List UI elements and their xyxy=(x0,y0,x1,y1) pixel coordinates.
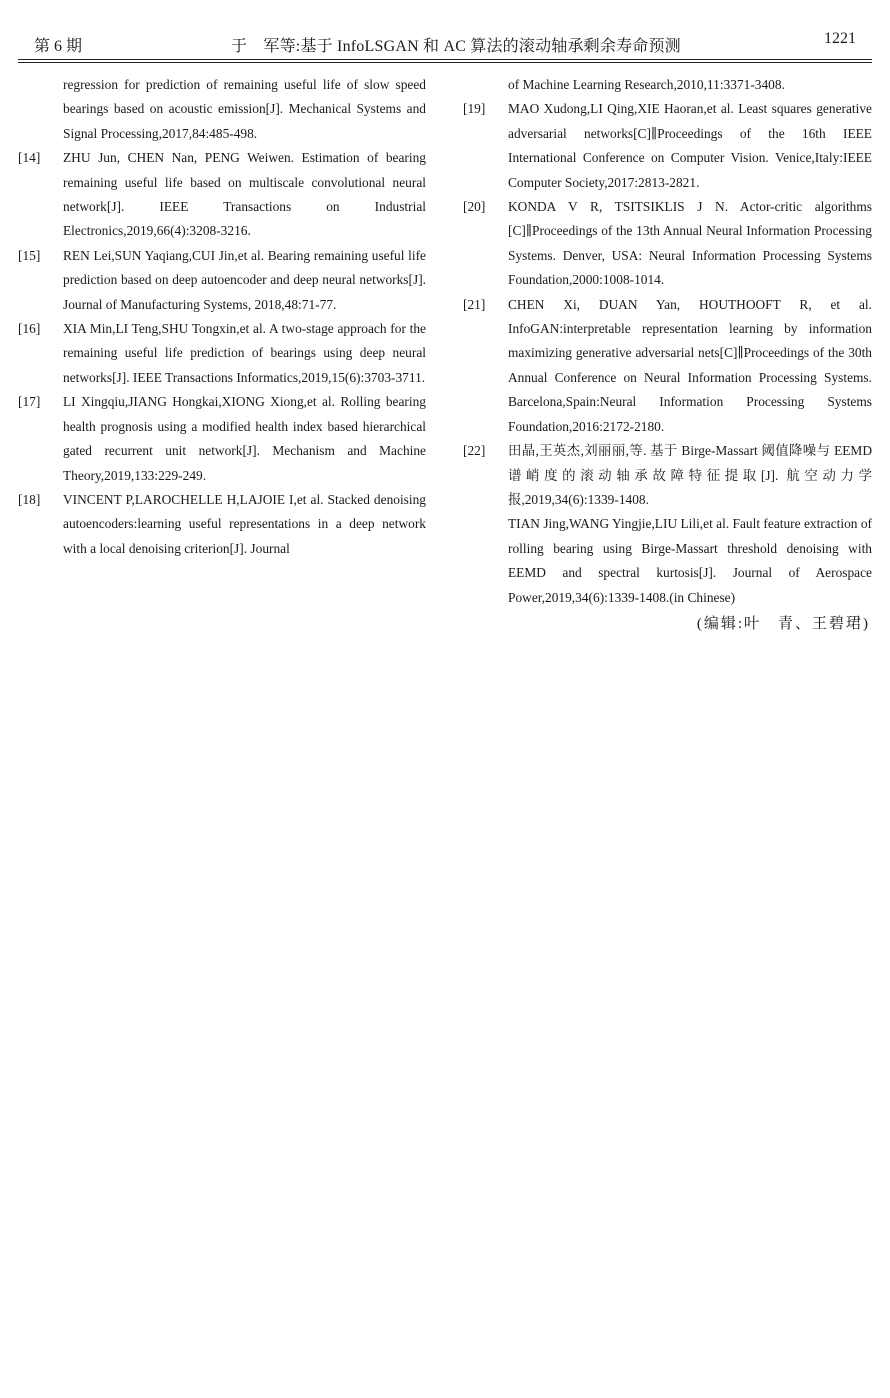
reference-number: [14] xyxy=(18,150,41,166)
reference-text: CHEN Xi, DUAN Yan, HOUTHOOFT R, et al. InfoGAN:interpretable representation learning by information maximizing generative adversarial nets[C]∥Proceedings of the 30th Annual Conference on Neural Information Processing Systems. Barcelona,Spain:Neural Information Processing Systems Foundation,2016:2172-2180. xyxy=(508,296,872,434)
header-rule-bottom xyxy=(18,62,872,63)
reference-text: LI Xingqiu,JIANG Hongkai,XIONG Xiong,et al. Rolling bearing health prognosis using a modified health index based hierarchical gated recurrent unit network[J]. Mechanism and Machine Theory,2019,133:229-249. xyxy=(63,394,426,483)
reference-20 xyxy=(463,195,872,293)
reference-17 xyxy=(18,390,426,488)
header-rule-top xyxy=(18,59,872,60)
reference-continuation: regression for prediction of remaining useful life of slow speed bearings based on acoustic emission[J]. Mechanical Systems and Signal Processing,2017,84:485-498. xyxy=(63,77,426,141)
reference-18 xyxy=(18,488,426,561)
reference-text-chinese: 田晶,王英杰,刘丽丽,等. 基于 Birge-Massart 阈值降噪与 EEMD 谱峭度的滚动轴承故障特征提取[J]. 航空动力学报,2019,34(6):1339-1408. xyxy=(508,443,872,507)
reference-number: [20] xyxy=(463,199,486,215)
reference-22 xyxy=(463,439,872,610)
reference-text: MAO Xudong,LI Qing,XIE Haoran,et al. Least squares generative adversarial networks[C]∥Proceedings of the 16th IEEE International Conference on Computer Vision. Venice,Italy:IEEE Computer Society,2017:2813-2821. xyxy=(508,101,872,190)
reference-number: [18] xyxy=(18,491,41,507)
reference-number: [17] xyxy=(18,394,41,410)
running-header xyxy=(18,30,872,56)
reference-number: [15] xyxy=(18,247,41,263)
reference-text: REN Lei,SUN Yaqiang,CUI Jin,et al. Bearing remaining useful life prediction based on deep autoencoder and deep neural networks[J]. Journal of Manufacturing Systems, 2018,48:71-77. xyxy=(63,247,426,312)
reference-text: ZHU Jun, CHEN Nan, PENG Weiwen. Estimation of bearing remaining useful life based on multiscale convolutional neural network[J]. IEEE Transactions on Industrial Electronics,2019,66(4):3208-3216. xyxy=(63,150,426,239)
reference-text: VINCENT P,LAROCHELLE H,LAJOIE I,et al. Stacked denoising autoencoders:learning useful representations in a deep network with a local denoising criterion[J]. Journal xyxy=(63,491,426,556)
reference-continuation: of Machine Learning Research,2010,11:3371-3408. xyxy=(508,77,785,92)
reference-text: XIA Min,LI Teng,SHU Tongxin,et al. A two-stage approach for the remaining useful life prediction of bearings using deep neural networks[J]. IEEE Transactions Informatics,2019,15(6):3703-3711. xyxy=(63,321,426,385)
references-left-column xyxy=(18,73,426,561)
reference-16 xyxy=(18,317,426,390)
running-title: 于 军等:基于 InfoLSGAN 和 AC 算法的滚动轴承剩余寿命预测 xyxy=(231,38,681,55)
reference-21 xyxy=(463,293,872,439)
reference-text: KONDA V R, TSITSIKLIS J N. Actor-critic algorithms [C]∥Proceedings of the 13th Annual Neural Information Processing Systems. Denver, USA: Neural Information Processing Systems Foundation,2000:1008-1014. xyxy=(508,199,872,288)
editor-credit: (编辑:叶 青、王碧珺) xyxy=(696,615,870,632)
reference-19 xyxy=(463,97,872,195)
reference-number: [21] xyxy=(463,296,486,312)
reference-number: [19] xyxy=(463,101,486,117)
references-right-column xyxy=(463,73,872,636)
reference-14 xyxy=(18,146,426,244)
reference-text-english: TIAN Jing,WANG Yingjie,LIU Lili,et al. Fault feature extraction of rolling bearing using Birge-Massart threshold denoising with EEMD and spectral kurtosis[J]. Journal of Aerospace Power,2019,34(6):1339-1408.(in Chinese) xyxy=(508,516,872,605)
page-number: 1221 xyxy=(824,30,856,47)
reference-15 xyxy=(18,244,426,317)
issue-label: 第 6 期 xyxy=(34,38,83,55)
reference-number: [16] xyxy=(18,321,41,337)
reference-number: [22] xyxy=(463,443,486,459)
